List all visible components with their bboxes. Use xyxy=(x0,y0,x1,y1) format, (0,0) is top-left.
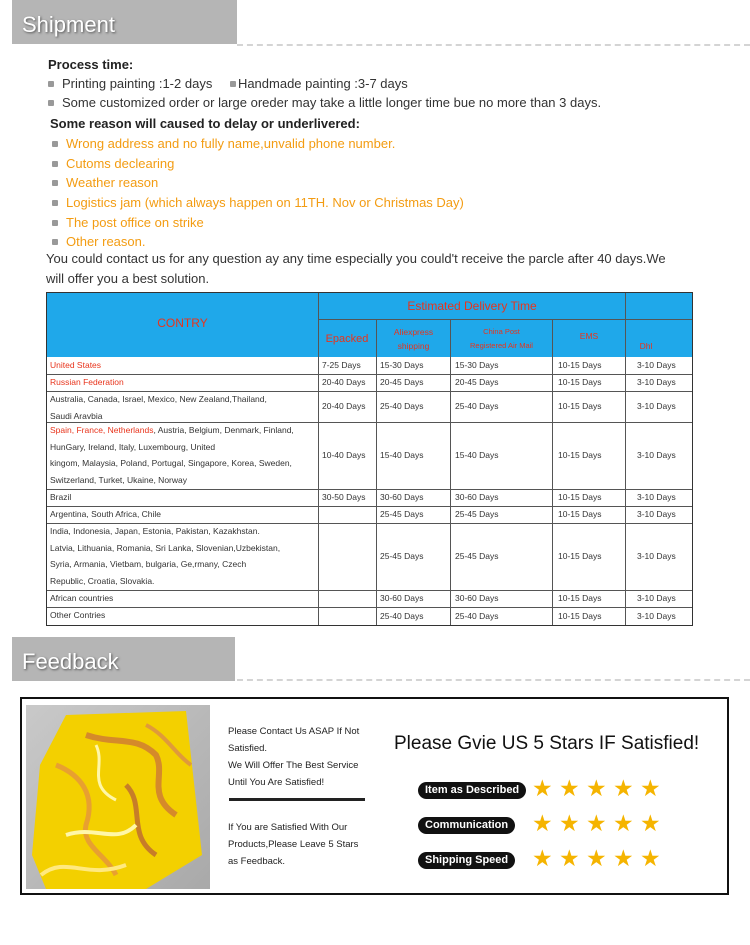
grid-line xyxy=(318,293,319,625)
country-line: India, Indonesia, Japan, Estonia, Pakistan, Kazakhstan. xyxy=(50,526,260,536)
delay-reason xyxy=(52,234,146,249)
delay-reason xyxy=(52,195,464,210)
days-cell-ems: 10-15 Days xyxy=(558,377,602,387)
days-cell-ali: 25-40 Days xyxy=(380,401,424,411)
contact-line-1: You could contact us for any question ay any time especially you could't receive the parcle after 40 days.We xyxy=(46,251,666,266)
country-cell xyxy=(50,523,316,589)
col-aliexpress-line1: Aliexpress xyxy=(393,327,434,337)
process-time-label: Process time: xyxy=(48,57,134,72)
col-china-post xyxy=(451,325,552,353)
days-cell-ali: 20-45 Days xyxy=(380,377,424,387)
custom-note-text: Some customized order or large oreder may take a little longer time bue no more than 3 days. xyxy=(62,95,602,110)
grid-line xyxy=(450,319,451,625)
country-cell xyxy=(50,391,316,424)
grid-line xyxy=(625,293,626,625)
star-icon: ★ xyxy=(586,845,607,871)
star-icon: ★ xyxy=(559,845,580,871)
header-divider xyxy=(237,44,750,46)
days-cell-ali: 25-40 Days xyxy=(380,610,424,621)
star-icon: ★ xyxy=(613,845,634,871)
country-line: Other Contries xyxy=(50,610,106,620)
days-cell-epacked: 10-40 Days xyxy=(322,450,366,460)
delay-reason-text: Other reason. xyxy=(66,234,146,249)
star-icon: ★ xyxy=(532,775,553,801)
days-cell-post: 25-45 Days xyxy=(455,509,499,519)
days-cell-ems: 10-15 Days xyxy=(558,593,602,603)
bullet-icon xyxy=(52,141,58,147)
divider xyxy=(229,798,365,801)
highlight-country: United States xyxy=(50,360,102,370)
shipment-title: Shipment xyxy=(22,12,115,37)
country-line: HunGary, Ireland, Italy, Luxembourg, United xyxy=(50,441,216,452)
days-cell-dhl: 3-10 Days xyxy=(637,492,676,502)
days-cell-epacked: 20-40 Days xyxy=(322,401,366,411)
days-cell-ali: 25-45 Days xyxy=(380,509,424,519)
days-cell-dhl: 3-10 Days xyxy=(637,377,676,387)
days-cell-epacked: 20-40 Days xyxy=(322,377,366,387)
message-line: If You are Satisfied With Our xyxy=(228,822,348,833)
days-cell-ems: 10-15 Days xyxy=(558,360,602,370)
country-line: kingom, Malaysia, Poland, Portugal, Singapore, Korea, Sweden, xyxy=(50,458,292,468)
days-cell-epacked: 7-25 Days xyxy=(322,360,361,370)
bullet-icon xyxy=(48,81,54,87)
delay-reason-text: Wrong address and no fully name,unvalid phone number. xyxy=(66,136,396,151)
days-cell-ems: 10-15 Days xyxy=(558,610,602,621)
country-cell xyxy=(50,489,316,506)
days-cell-ali: 25-45 Days xyxy=(380,551,424,561)
country-line: Australia, Canada, Israel, Mexico, New Zealand,Thailand, xyxy=(50,394,267,404)
estimated-header: Estimated Delivery Time xyxy=(407,299,537,313)
country-cell xyxy=(50,506,316,523)
process-item: Handmade painting :3-7 days xyxy=(237,76,408,91)
fabric-product-image xyxy=(26,705,210,889)
country-header: CONTRY xyxy=(157,316,208,330)
days-cell-post: 20-45 Days xyxy=(455,377,499,387)
star-icon: ★ xyxy=(640,810,661,836)
days-cell-ali: 30-60 Days xyxy=(380,593,424,603)
country-line: African countries xyxy=(50,593,114,603)
country-line: Republic, Croatia, Slovakia. xyxy=(50,575,155,586)
delay-reason xyxy=(52,136,395,151)
days-cell-ali: 30-60 Days xyxy=(380,492,424,502)
star-icon: ★ xyxy=(532,810,553,836)
country-line: Argentina, South Africa, Chile xyxy=(50,509,162,519)
days-cell-ali: 15-30 Days xyxy=(380,360,424,370)
delay-reason-text: Weather reason xyxy=(66,175,159,190)
bullet-icon xyxy=(52,220,58,226)
country-line: Switzerland, Turket, Ukaine, Norway xyxy=(50,474,187,485)
col-aliexpress xyxy=(377,325,450,353)
process-items xyxy=(48,76,408,91)
highlight-country: Spain, France, Netherlands xyxy=(50,425,154,435)
country-cell xyxy=(50,357,316,374)
days-cell-ems: 10-15 Days xyxy=(558,450,602,460)
star-icon: ★ xyxy=(559,810,580,836)
grid-line xyxy=(626,319,692,320)
star-icon: ★ xyxy=(640,775,661,801)
country-line: Syria, Armania, Vietbam, bulgaria, Ge,rmany, Czech xyxy=(50,559,247,569)
col-epacked: Epacked xyxy=(325,333,369,345)
grid-line xyxy=(376,319,377,625)
feedback-header xyxy=(12,637,235,681)
message-line: We Will Offer The Best Service xyxy=(228,760,359,771)
country-line: Latvia, Lithuania, Romania, Sri Lanka, Slovenian,Uzbekistan, xyxy=(50,542,281,553)
bullet-icon xyxy=(48,100,54,106)
country-line: Brazil xyxy=(50,492,72,502)
days-cell-dhl: 3-10 Days xyxy=(637,450,676,460)
bullet-icon xyxy=(52,200,58,206)
header-divider xyxy=(237,679,750,681)
country-line xyxy=(50,357,316,374)
days-cell-dhl: 3-10 Days xyxy=(637,509,676,519)
highlight-country: Russian Federation xyxy=(50,377,124,387)
feedback-title: Feedback xyxy=(22,649,119,674)
days-cell-dhl: 3-10 Days xyxy=(637,551,676,561)
grid-line xyxy=(552,319,553,625)
days-cell-post: 25-40 Days xyxy=(455,610,499,621)
delay-reason xyxy=(52,156,174,171)
shipment-header xyxy=(12,0,237,44)
days-cell-post: 15-40 Days xyxy=(455,450,499,460)
col-china-post-line2: Registered Air Mail xyxy=(470,341,533,350)
days-cell-ems: 10-15 Days xyxy=(558,551,602,561)
headline: Please Gvie US 5 Stars IF Satisfied! xyxy=(394,733,700,754)
days-cell-ali: 15-40 Days xyxy=(380,450,424,460)
star-icon: ★ xyxy=(613,810,634,836)
star-icon: ★ xyxy=(640,845,661,871)
country-cell xyxy=(50,590,316,607)
star-icon: ★ xyxy=(532,845,553,871)
feedback-box xyxy=(20,697,729,895)
delay-reason-text: The post office on strike xyxy=(66,215,204,230)
days-cell-post: 30-60 Days xyxy=(455,492,499,502)
message-line: Products,Please Leave 5 Stars xyxy=(228,839,359,850)
star-icon: ★ xyxy=(613,775,634,801)
rating-label: Shipping Speed xyxy=(418,852,515,869)
country-cell xyxy=(50,607,316,624)
days-cell-post: 30-60 Days xyxy=(455,593,499,603)
days-cell-ems: 10-15 Days xyxy=(558,492,602,502)
delay-reason xyxy=(52,215,204,230)
star-icon: ★ xyxy=(586,810,607,836)
col-aliexpress-line2: shipping xyxy=(397,341,430,351)
col-dhl: Dhl xyxy=(639,341,653,351)
days-cell-dhl: 3-10 Days xyxy=(637,610,676,621)
delay-reason-text: Logistics jam (which always happen on 11TH. Nov or Christmas Day) xyxy=(66,195,464,210)
days-cell-ems: 10-15 Days xyxy=(558,509,602,519)
col-ems: EMS xyxy=(579,331,599,341)
country-cell xyxy=(50,374,316,391)
country-line xyxy=(50,374,316,391)
country-line: Spain, France, Netherlands, Austria, Belgium, Denmark, Finland, xyxy=(50,425,294,435)
days-cell-ems: 10-15 Days xyxy=(558,401,602,411)
bullet-icon xyxy=(52,180,58,186)
rating-label: Item as Described xyxy=(418,782,526,799)
days-cell-dhl: 3-10 Days xyxy=(637,360,676,370)
col-china-post-line1: China Post xyxy=(483,327,520,336)
country-cell xyxy=(50,422,316,488)
message-line: Satisfied. xyxy=(228,743,268,754)
message-line: as Feedback. xyxy=(228,856,286,867)
message-line: Please Contact Us ASAP If Not xyxy=(228,726,360,737)
delay-reason-text: Cutoms declearing xyxy=(66,156,175,171)
country-line: Saudi Aravbia xyxy=(50,410,103,421)
bullet-icon xyxy=(52,161,58,167)
star-icon: ★ xyxy=(559,775,580,801)
contact-line-2: will offer you a best solution. xyxy=(46,271,210,286)
delivery-time-table xyxy=(46,292,693,626)
delay-reason xyxy=(52,175,158,190)
grid-line xyxy=(319,319,625,320)
delay-label: Some reason will caused to delay or underlivered: xyxy=(50,116,360,131)
days-cell-epacked: 30-50 Days xyxy=(322,492,366,502)
rating-label: Communication xyxy=(418,817,515,834)
days-cell-dhl: 3-10 Days xyxy=(637,401,676,411)
days-cell-dhl: 3-10 Days xyxy=(637,593,676,603)
days-cell-post: 15-30 Days xyxy=(455,360,499,370)
message-line: Until You Are Satisfied! xyxy=(228,777,325,788)
bullet-icon xyxy=(230,81,236,87)
days-cell-post: 25-40 Days xyxy=(455,401,499,411)
days-cell-post: 25-45 Days xyxy=(455,551,499,561)
bullet-icon xyxy=(52,239,58,245)
process-item: Printing painting :1-2 days xyxy=(62,76,213,91)
star-icon: ★ xyxy=(586,775,607,801)
custom-note xyxy=(48,95,601,110)
